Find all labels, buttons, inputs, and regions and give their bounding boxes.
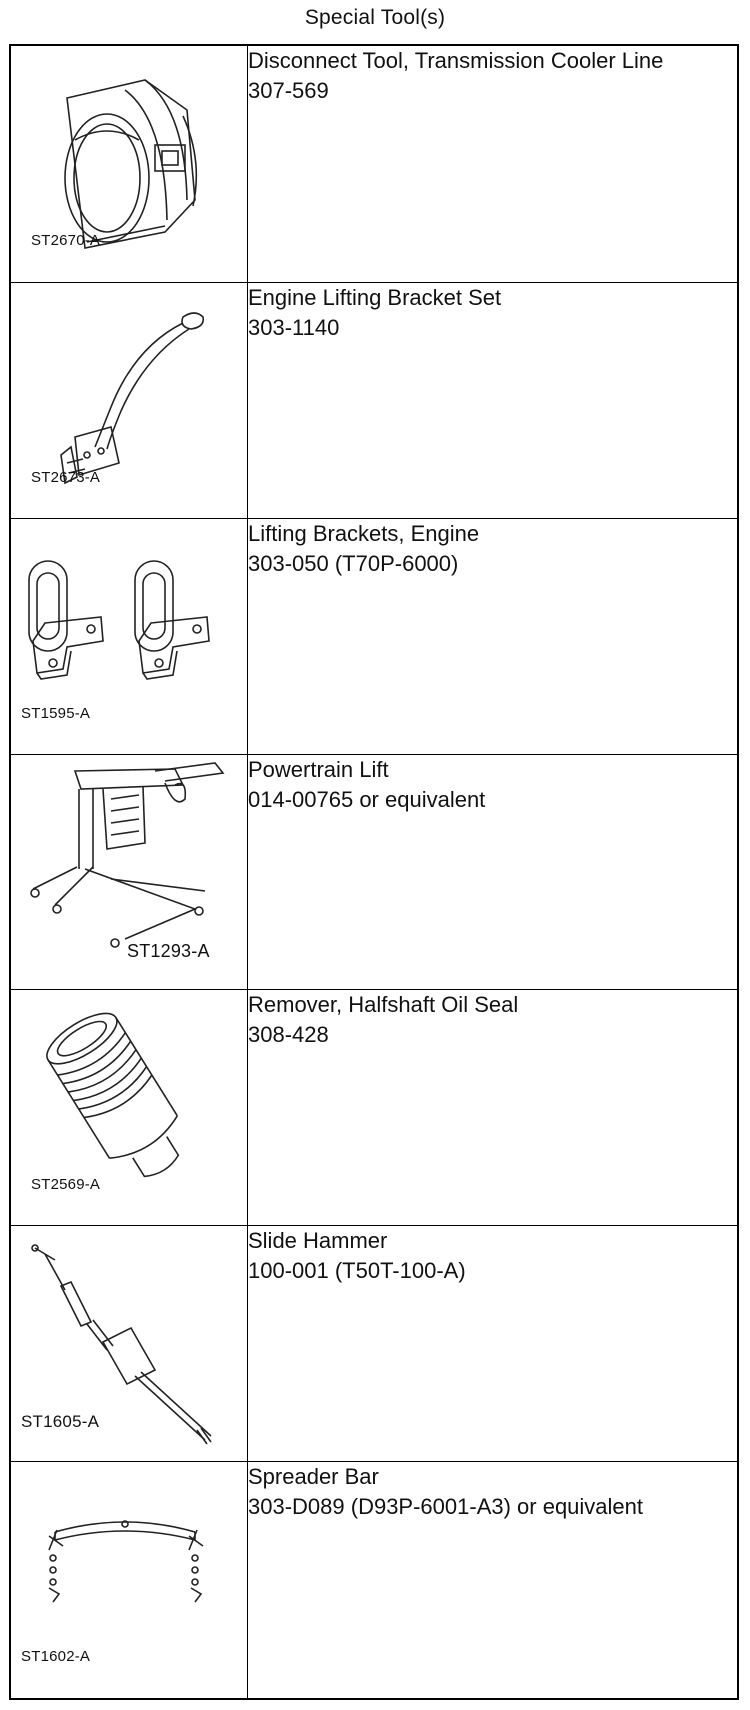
tool-description-cell <box>248 45 739 283</box>
tool-name: Spreader Bar <box>248 1463 379 1489</box>
tool-number: 303-1140 <box>248 315 340 341</box>
tool-illustration-cell <box>10 518 248 754</box>
figure-code: ST1595-A <box>21 704 91 722</box>
figure-code: ST2673-A <box>31 469 101 487</box>
tool-description-cell <box>248 518 739 754</box>
tool-illustration-cell <box>10 1461 248 1699</box>
tool-illustration-cell <box>10 283 248 519</box>
tool-number: 303-050 (T70P-6000) <box>248 550 459 576</box>
tool-name: Powertrain Lift <box>248 756 389 782</box>
table-row <box>10 518 738 754</box>
tool-description-cell <box>248 1226 739 1462</box>
figure-code: ST1602-A <box>21 1647 91 1665</box>
table-row <box>10 754 738 990</box>
tool-name: Engine Lifting Bracket Set <box>248 285 502 311</box>
tool-number: 303-D089 (D93P-6001-A3) or equivalent <box>248 1493 644 1519</box>
tool-name: Disconnect Tool, Transmission Cooler Line <box>248 48 664 73</box>
tool-number: 014-00765 or equivalent <box>248 786 486 812</box>
tool-description-cell <box>248 283 739 519</box>
tool-description-cell <box>248 1461 739 1699</box>
figure-code: ST1293-A <box>127 940 210 961</box>
tool-name: Remover, Halfshaft Oil Seal <box>248 992 519 1018</box>
table-row <box>10 990 738 1226</box>
tool-number: 307-569 <box>248 78 329 103</box>
figure-code: ST2670-A <box>31 232 101 249</box>
page-title: Special Tool(s) <box>304 6 446 29</box>
table-row <box>10 283 738 519</box>
tool-number: 308-428 <box>248 1022 329 1048</box>
table-row <box>10 45 738 283</box>
tool-number: 100-001 (T50T-100-A) <box>248 1258 466 1284</box>
special-tools-table <box>9 44 739 1700</box>
tool-name: Slide Hammer <box>248 1228 388 1254</box>
table-row <box>10 1461 738 1699</box>
tool-illustration-cell <box>10 754 248 990</box>
table-row <box>10 1226 738 1462</box>
tool-illustration-cell <box>10 45 248 283</box>
tool-illustration-cell <box>10 1226 248 1462</box>
tool-description-cell <box>248 990 739 1226</box>
tool-description-cell <box>248 754 739 990</box>
figure-code: ST2569-A <box>31 1176 101 1194</box>
tool-illustration-cell <box>10 990 248 1226</box>
figure-code: ST1605-A <box>21 1412 100 1432</box>
tool-name: Lifting Brackets, Engine <box>248 520 480 546</box>
